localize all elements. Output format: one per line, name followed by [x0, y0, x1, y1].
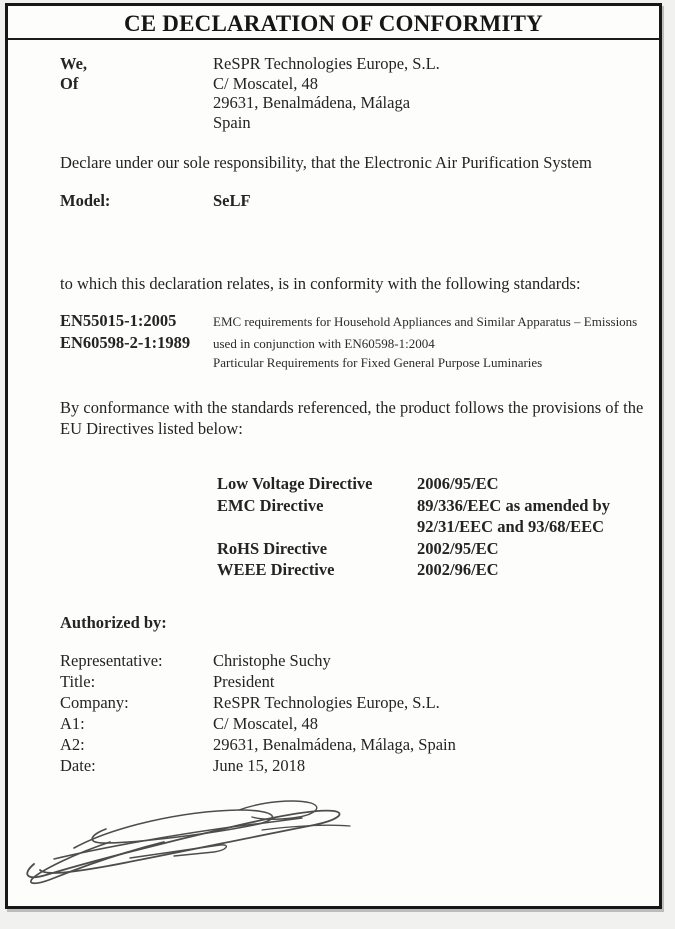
directive-row	[217, 559, 663, 581]
conformity-sentence: to which this declaration relates, is in conformity with the following standards:	[60, 274, 581, 293]
authorized-value: ReSPR Technologies Europe, S.L.	[213, 693, 440, 712]
directive-name: WEEE Directive	[217, 560, 335, 579]
standard-row	[60, 332, 645, 373]
authorized-value: 29631, Benalmádena, Málaga, Spain	[213, 735, 456, 754]
standard-description	[213, 334, 542, 373]
authorized-by-heading: Authorized by:	[60, 613, 167, 632]
authorized-label: A2:	[60, 735, 85, 754]
model-row	[60, 190, 251, 211]
standard-code: EN60598-2-1:1989	[60, 332, 191, 352]
model-value: SeLF	[213, 191, 251, 210]
authorized-label: Date:	[60, 756, 96, 775]
signature-scribble-icon	[12, 784, 364, 892]
provisions-paragraph	[60, 397, 650, 439]
directive-value: 89/336/EEC as amended by 92/31/EEC and 93/68/EEC	[417, 495, 610, 536]
directive-name: EMC Directive	[217, 495, 324, 515]
authorized-row	[60, 755, 456, 776]
issuer-company-name: ReSPR Technologies Europe, S.L.	[213, 54, 440, 73]
page-title: CE DECLARATION OF CONFORMITY	[124, 11, 543, 36]
issuer-street: C/ Moscatel, 48	[213, 73, 318, 93]
directive-row	[217, 538, 663, 560]
authorized-value: President	[213, 672, 275, 691]
issuer-city: 29631, Benalmádena, Málaga	[213, 93, 411, 112]
directive-value: 2006/95/EC	[417, 474, 499, 493]
authorized-row	[60, 713, 456, 734]
directive-name: RoHS Directive	[217, 538, 328, 558]
directive-row	[217, 495, 663, 538]
issuer-address	[213, 54, 440, 132]
model-label: Model:	[60, 191, 111, 210]
authorized-label: Title:	[60, 672, 96, 691]
document-page	[5, 3, 662, 909]
authorized-table	[60, 650, 456, 776]
authorized-row	[60, 734, 456, 755]
authorized-label: A1:	[60, 714, 85, 733]
standard-description: EMC requirements for Household Appliances and Similar Apparatus – Emissions	[213, 314, 638, 329]
authorized-value: C/ Moscatel, 48	[213, 714, 318, 733]
standard-description-line: used in conjunction with EN60598-1:2004	[213, 335, 435, 351]
provisions-line: EU Directives listed below:	[60, 419, 243, 438]
issuer-country: Spain	[213, 112, 251, 132]
issuer-labels	[60, 54, 213, 132]
directive-name: Low Voltage Directive	[217, 474, 373, 493]
standards-block	[60, 310, 645, 373]
issuer-block	[60, 54, 440, 132]
standard-row	[60, 310, 645, 332]
directive-row	[217, 473, 663, 495]
directives-table	[217, 473, 663, 581]
directive-value: 2002/96/EC	[417, 560, 499, 579]
issuer-of-label: Of	[60, 73, 79, 93]
directive-value: 2002/95/EC	[417, 538, 499, 558]
authorized-label: Company:	[60, 693, 129, 712]
authorized-value: Christophe Suchy	[213, 651, 331, 670]
provisions-line: By conformance with the standards referenced, the product follows the provisions of the	[60, 398, 644, 417]
standard-code: EN55015-1:2005	[60, 311, 177, 330]
standard-description-line: Particular Requirements for Fixed General Purpose Luminaries	[213, 355, 543, 370]
issuer-we-label: We,	[60, 54, 88, 73]
authorized-row	[60, 650, 456, 671]
authorized-row	[60, 692, 456, 713]
authorized-label: Representative:	[60, 651, 163, 670]
declaration-sentence: Declare under our sole responsibility, that the Electronic Air Purification System	[60, 153, 592, 172]
authorized-row	[60, 671, 456, 692]
document-header	[8, 6, 659, 40]
authorized-value: June 15, 2018	[213, 756, 306, 775]
